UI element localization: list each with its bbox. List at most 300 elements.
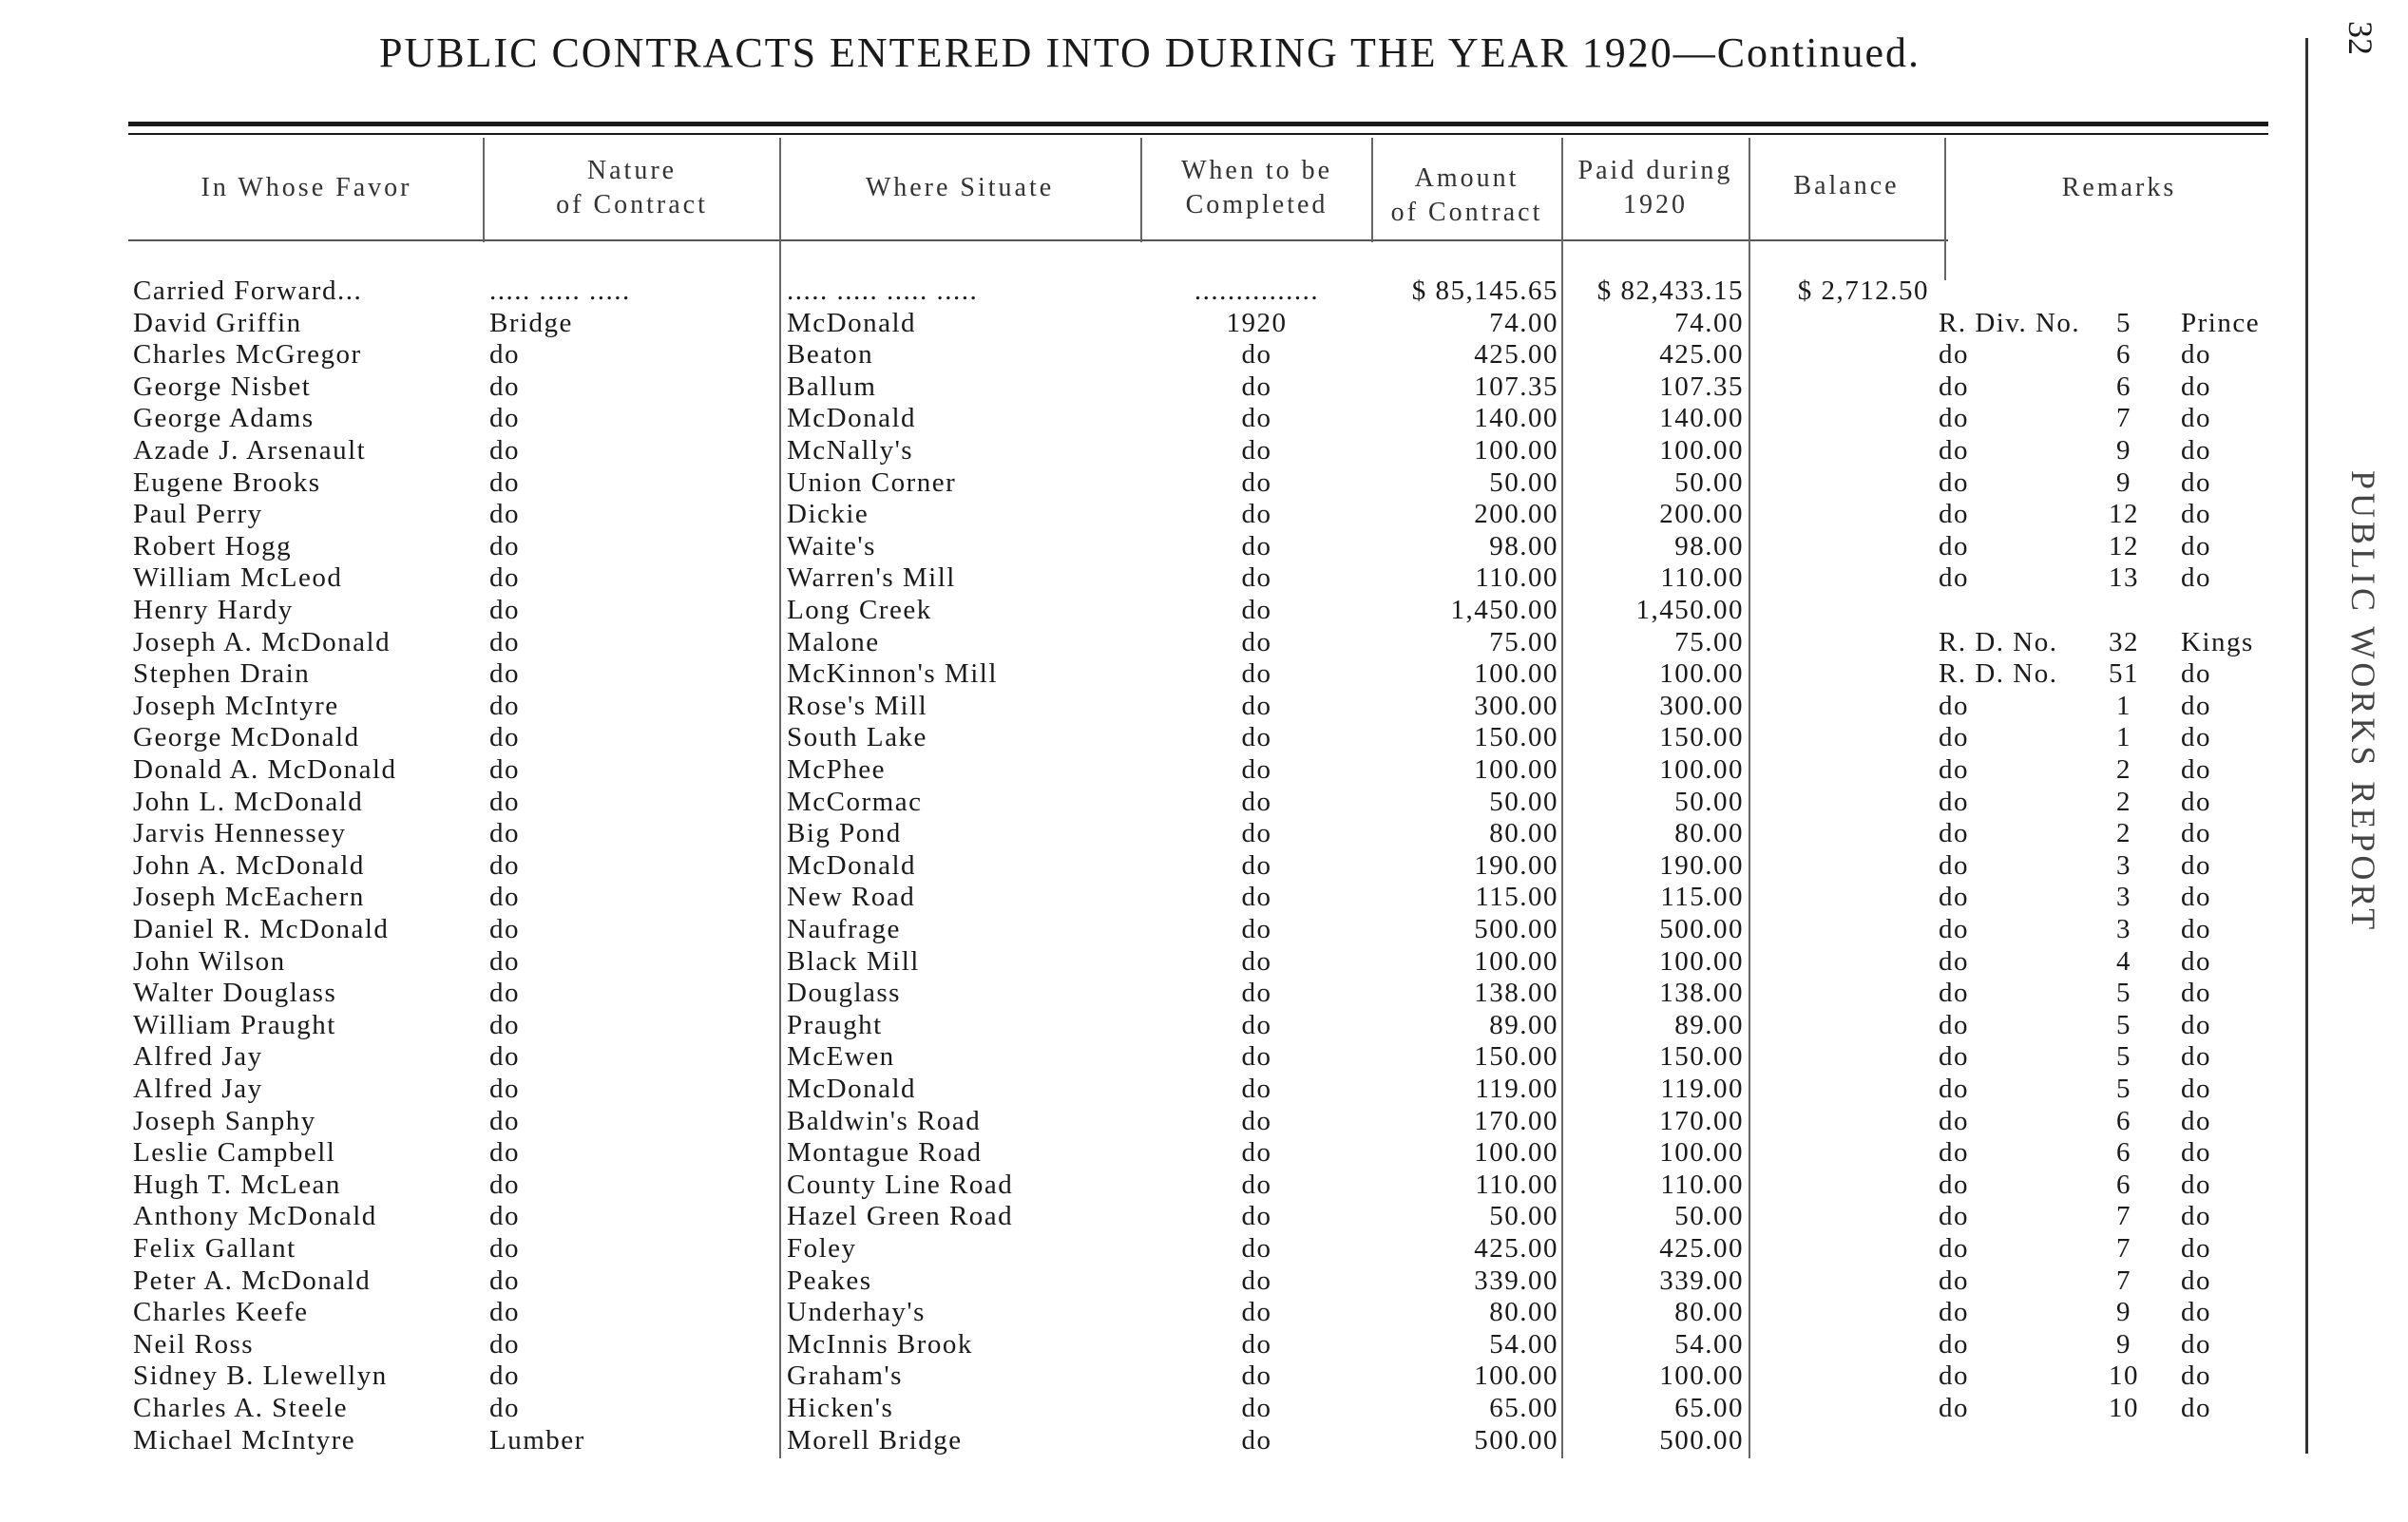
remarks-number: 9 xyxy=(2116,1328,2131,1360)
table-row xyxy=(0,595,2300,626)
contractor-name: Michael McIntyre xyxy=(133,1424,356,1455)
remarks-county: do xyxy=(2181,403,2211,434)
paid-1920: 170.00 xyxy=(1659,1105,1744,1136)
remarks-county: do xyxy=(2181,882,2211,913)
nature-of-contract: do xyxy=(489,371,520,402)
paid-1920: 339.00 xyxy=(1659,1265,1744,1296)
remarks-division: do xyxy=(1939,1201,1969,1232)
contract-amount: 119.00 xyxy=(1475,1074,1558,1104)
table-row xyxy=(0,850,2300,882)
when-completed: do xyxy=(1241,339,1272,371)
remarks-number: 1 xyxy=(2116,722,2131,753)
remarks-division: do xyxy=(1939,722,1969,753)
column-divider xyxy=(1944,138,1946,280)
remarks-number: 2 xyxy=(2116,754,2131,785)
remarks-number: 2 xyxy=(2116,818,2131,849)
table-row xyxy=(0,1425,2300,1456)
remarks-division: do xyxy=(1939,978,1969,1009)
remarks-county: do xyxy=(2181,914,2211,944)
contract-amount: 50.00 xyxy=(1489,466,1558,498)
contractor-name: George McDonald xyxy=(133,722,360,753)
contract-amount: 100.00 xyxy=(1474,1360,1558,1392)
when-completed: do xyxy=(1241,371,1272,402)
remarks-county: Kings xyxy=(2181,626,2254,657)
remarks-number: 10 xyxy=(2109,1393,2139,1423)
remarks-division: do xyxy=(1939,786,1969,817)
remarks-number: 6 xyxy=(2116,339,2131,371)
when-completed: do xyxy=(1241,754,1272,785)
table-row xyxy=(0,435,2300,466)
remarks-number: 9 xyxy=(2116,435,2131,466)
contract-amount: 74.00 xyxy=(1489,307,1558,338)
paid-1920: 150.00 xyxy=(1659,722,1744,753)
paid-1920: 500.00 xyxy=(1659,914,1744,944)
nature-of-contract: do xyxy=(489,339,520,371)
remarks-number: 10 xyxy=(2109,1360,2139,1392)
contractor-name: Paul Perry xyxy=(133,499,263,530)
remarks-county: do xyxy=(2181,435,2211,466)
contractor-name: Anthony McDonald xyxy=(133,1201,377,1232)
remarks-division: do xyxy=(1939,466,1969,498)
remarks-county: do xyxy=(2181,530,2211,561)
remarks-county: do xyxy=(2181,1233,2211,1264)
when-completed: do xyxy=(1241,435,1272,466)
paid-1920: 425.00 xyxy=(1659,339,1744,371)
when-completed: do xyxy=(1241,1393,1272,1423)
table-row xyxy=(0,276,2300,307)
remarks-division: do xyxy=(1939,914,1969,944)
remarks-county: do xyxy=(2181,499,2211,530)
table-row xyxy=(0,339,2300,371)
remarks-division: do xyxy=(1939,849,1969,881)
remarks-division: do xyxy=(1939,435,1969,466)
paid-1920: 138.00 xyxy=(1659,978,1744,1009)
contractor-name: George Adams xyxy=(133,403,315,434)
when-completed: do xyxy=(1241,1360,1272,1392)
contractor-name: Azade J. Arsenault xyxy=(133,435,367,466)
right-margin-rule xyxy=(2305,38,2308,1454)
remarks-division: do xyxy=(1939,882,1969,913)
remarks-division: R. D. No. xyxy=(1939,626,2058,657)
where-situate: Dickie xyxy=(787,499,870,530)
table-row xyxy=(0,1329,2300,1360)
nature-of-contract: do xyxy=(489,1169,520,1200)
table-row xyxy=(0,1297,2300,1328)
where-situate: Naufrage xyxy=(787,914,901,944)
table-row xyxy=(0,882,2300,913)
column-divider xyxy=(1140,138,1142,242)
remarks-number: 12 xyxy=(2109,499,2139,530)
paid-1920: 110.00 xyxy=(1660,562,1744,594)
when-completed: do xyxy=(1241,690,1272,721)
where-situate: South Lake xyxy=(787,722,927,753)
header-paid-line2: 1920 xyxy=(1623,190,1688,219)
paid-1920: 50.00 xyxy=(1674,1201,1744,1232)
table-row xyxy=(0,978,2300,1009)
header-paid xyxy=(1564,154,1747,222)
remarks-division: do xyxy=(1939,1074,1969,1104)
when-completed: do xyxy=(1241,722,1272,753)
nature-of-contract: do xyxy=(489,1137,520,1169)
where-situate: Beaton xyxy=(787,339,874,371)
top-double-rule-thick xyxy=(128,122,2268,126)
table-row xyxy=(0,467,2300,499)
when-completed: do xyxy=(1241,1041,1272,1073)
contract-amount: 100.00 xyxy=(1474,435,1558,466)
nature-of-contract: do xyxy=(489,435,520,466)
when-completed: do xyxy=(1241,882,1272,913)
remarks-county: do xyxy=(2181,849,2211,881)
contract-amount: 190.00 xyxy=(1474,849,1558,881)
when-completed: do xyxy=(1241,626,1272,657)
remarks-county: do xyxy=(2181,1297,2211,1328)
nature-of-contract: do xyxy=(489,1360,520,1392)
contract-amount: 80.00 xyxy=(1489,818,1558,849)
table-row xyxy=(0,562,2300,594)
remarks-division: do xyxy=(1939,1105,1969,1136)
when-completed: do xyxy=(1241,562,1272,594)
paid-1920: 98.00 xyxy=(1674,530,1744,561)
contractor-name: William McLeod xyxy=(133,562,343,594)
paid-1920: 300.00 xyxy=(1659,690,1744,721)
table-row xyxy=(0,691,2300,722)
when-completed: do xyxy=(1241,658,1272,690)
header-favor: In Whose Favor xyxy=(201,173,412,202)
remarks-county: do xyxy=(2181,754,2211,785)
table-row xyxy=(0,531,2300,562)
where-situate: Underhay's xyxy=(787,1297,926,1328)
contract-amount: 150.00 xyxy=(1474,1041,1558,1073)
paid-1920: 190.00 xyxy=(1659,849,1744,881)
contractor-name: William Praught xyxy=(133,1009,336,1040)
where-situate: ..... ..... ..... ..... xyxy=(787,276,979,306)
contract-amount: $ 85,145.65 xyxy=(1411,276,1558,306)
table-row xyxy=(0,1233,2300,1265)
header-remarks: Remarks xyxy=(2061,173,2177,202)
contractor-name: Alfred Jay xyxy=(133,1041,263,1073)
contract-amount: 50.00 xyxy=(1489,1201,1558,1232)
paid-1920: 50.00 xyxy=(1674,786,1744,817)
contractor-name: David Griffin xyxy=(133,307,302,338)
contractor-name: John Wilson xyxy=(133,945,286,977)
remarks-number: 5 xyxy=(2116,307,2131,338)
contractor-name: Daniel R. McDonald xyxy=(133,914,390,944)
header-nature-line2: of Contract xyxy=(556,190,708,219)
table-row xyxy=(0,1360,2300,1392)
nature-of-contract: do xyxy=(489,786,520,817)
nature-of-contract: do xyxy=(489,626,520,657)
remarks-division: do xyxy=(1939,690,1969,721)
header-nature xyxy=(489,154,774,222)
column-divider xyxy=(1371,138,1373,242)
table-row xyxy=(0,371,2300,403)
remarks-county: do xyxy=(2181,1169,2211,1200)
contract-amount: 100.00 xyxy=(1474,658,1558,690)
remarks-county: do xyxy=(2181,1201,2211,1232)
contractor-name: Charles Keefe xyxy=(133,1297,309,1328)
when-completed: do xyxy=(1241,1265,1272,1296)
nature-of-contract: do xyxy=(489,1328,520,1360)
paid-1920: 150.00 xyxy=(1659,1041,1744,1073)
where-situate: Morell Bridge xyxy=(787,1424,963,1455)
contractor-name: Joseph Sanphy xyxy=(133,1105,316,1136)
paid-1920: 115.00 xyxy=(1660,882,1744,913)
when-completed: do xyxy=(1241,530,1272,561)
contract-amount: 339.00 xyxy=(1474,1265,1558,1296)
nature-of-contract: do xyxy=(489,1201,520,1232)
table-row xyxy=(0,914,2300,945)
where-situate: Rose's Mill xyxy=(787,690,928,721)
header-nature-line1: Nature xyxy=(586,156,678,185)
remarks-county: do xyxy=(2181,1137,2211,1169)
table-row xyxy=(0,722,2300,753)
remarks-county: do xyxy=(2181,1393,2211,1423)
paid-1920: 65.00 xyxy=(1674,1393,1744,1423)
remarks-county: do xyxy=(2181,1041,2211,1073)
paid-1920: 140.00 xyxy=(1659,403,1744,434)
when-completed: do xyxy=(1241,1105,1272,1136)
contract-amount: 500.00 xyxy=(1474,914,1558,944)
where-situate: Big Pond xyxy=(787,818,902,849)
remarks-division: do xyxy=(1939,1137,1969,1169)
nature-of-contract: do xyxy=(489,722,520,753)
remarks-number: 9 xyxy=(2116,466,2131,498)
where-situate: Baldwin's Road xyxy=(787,1105,982,1136)
header-when-line2: Completed xyxy=(1185,190,1328,219)
contract-amount: 140.00 xyxy=(1474,403,1558,434)
remarks-county: do xyxy=(2181,978,2211,1009)
when-completed: do xyxy=(1241,1297,1272,1328)
when-completed: do xyxy=(1241,499,1272,530)
where-situate: Ballum xyxy=(787,371,877,402)
paid-1920: 100.00 xyxy=(1659,1360,1744,1392)
where-situate: McKinnon's Mill xyxy=(787,658,998,690)
remarks-division: R. D. No. xyxy=(1939,658,2058,690)
where-situate: Waite's xyxy=(787,530,876,561)
table-row xyxy=(0,818,2300,849)
nature-of-contract: do xyxy=(489,849,520,881)
table-row xyxy=(0,627,2300,658)
nature-of-contract: do xyxy=(489,595,520,625)
table-row xyxy=(0,1201,2300,1232)
remarks-division: do xyxy=(1939,1360,1969,1392)
paid-1920: 80.00 xyxy=(1674,1297,1744,1328)
remarks-number: 5 xyxy=(2116,1074,2131,1104)
contractor-name: Carried Forward... xyxy=(133,276,363,306)
contract-amount: 89.00 xyxy=(1489,1009,1558,1040)
remarks-division: do xyxy=(1939,1265,1969,1296)
table-row xyxy=(0,499,2300,530)
remarks-number: 3 xyxy=(2116,914,2131,944)
when-completed: do xyxy=(1241,1009,1272,1040)
remarks-division: do xyxy=(1939,1233,1969,1264)
when-completed: do xyxy=(1241,1233,1272,1264)
remarks-county: Prince xyxy=(2181,307,2261,338)
where-situate: McCormac xyxy=(787,786,923,817)
remarks-number: 7 xyxy=(2116,1201,2131,1232)
nature-of-contract: do xyxy=(489,1074,520,1104)
remarks-county: do xyxy=(2181,1105,2211,1136)
remarks-division: do xyxy=(1939,499,1969,530)
table-row xyxy=(0,658,2300,690)
when-completed: do xyxy=(1241,1074,1272,1104)
contract-amount: 50.00 xyxy=(1489,786,1558,817)
remarks-number: 6 xyxy=(2116,1169,2131,1200)
table-row xyxy=(0,1041,2300,1073)
contract-amount: 425.00 xyxy=(1474,339,1558,371)
contractor-name: John A. McDonald xyxy=(133,849,365,881)
when-completed: do xyxy=(1241,849,1272,881)
remarks-county: do xyxy=(2181,786,2211,817)
nature-of-contract: do xyxy=(489,882,520,913)
when-completed: do xyxy=(1241,818,1272,849)
remarks-number: 12 xyxy=(2109,530,2139,561)
column-divider xyxy=(483,138,485,242)
remarks-county: do xyxy=(2181,658,2211,690)
contract-amount: 75.00 xyxy=(1489,626,1558,657)
nature-of-contract: do xyxy=(489,1105,520,1136)
remarks-number: 6 xyxy=(2116,371,2131,402)
where-situate: McPhee xyxy=(787,754,887,785)
paid-1920: 200.00 xyxy=(1659,499,1744,530)
paid-1920: 119.00 xyxy=(1660,1074,1744,1104)
where-situate: McNally's xyxy=(787,435,914,466)
paid-1920: 74.00 xyxy=(1674,307,1744,338)
paid-1920: 100.00 xyxy=(1659,435,1744,466)
remarks-number: 7 xyxy=(2116,1233,2131,1264)
remarks-number: 51 xyxy=(2109,658,2139,690)
contract-amount: 65.00 xyxy=(1489,1393,1558,1423)
contract-amount: 54.00 xyxy=(1489,1328,1558,1360)
contractor-name: Jarvis Hennessey xyxy=(133,818,347,849)
page-number: 32 xyxy=(2341,21,2379,55)
remarks-number: 5 xyxy=(2116,978,2131,1009)
header-when-line1: When to be xyxy=(1180,156,1333,185)
contract-amount: 110.00 xyxy=(1475,1169,1558,1200)
nature-of-contract: do xyxy=(489,690,520,721)
remarks-number: 32 xyxy=(2109,626,2139,657)
page-title: PUBLIC CONTRACTS ENTERED INTO DURING THE YEAR 1920—Continued. xyxy=(378,29,1921,76)
nature-of-contract: do xyxy=(489,1041,520,1073)
remarks-division: do xyxy=(1939,1169,1969,1200)
nature-of-contract: do xyxy=(489,978,520,1009)
contract-amount: 300.00 xyxy=(1474,690,1558,721)
where-situate: Hazel Green Road xyxy=(787,1201,1014,1232)
nature-of-contract: do xyxy=(489,818,520,849)
when-completed: do xyxy=(1241,1169,1272,1200)
paid-1920: 89.00 xyxy=(1674,1009,1744,1040)
when-completed: do xyxy=(1241,595,1272,625)
header-amount xyxy=(1374,162,1559,230)
where-situate: McDonald xyxy=(787,307,917,338)
when-completed: do xyxy=(1241,786,1272,817)
contract-amount: 100.00 xyxy=(1474,754,1558,785)
where-situate: Montague Road xyxy=(787,1137,983,1169)
where-situate: Malone xyxy=(787,626,880,657)
when-completed: do xyxy=(1241,1201,1272,1232)
remarks-county: do xyxy=(2181,818,2211,849)
nature-of-contract: do xyxy=(489,1009,520,1040)
paid-1920: 1,450.00 xyxy=(1635,595,1744,625)
nature-of-contract: do xyxy=(489,466,520,498)
table-row xyxy=(0,1265,2300,1297)
remarks-number: 7 xyxy=(2116,403,2131,434)
where-situate: New Road xyxy=(787,882,916,913)
when-completed: ............... xyxy=(1194,276,1320,306)
contractor-name: Joseph McEachern xyxy=(133,882,365,913)
remarks-number: 3 xyxy=(2116,849,2131,881)
remarks-county: do xyxy=(2181,1009,2211,1040)
contractor-name: Leslie Campbell xyxy=(133,1137,336,1169)
remarks-county: do xyxy=(2181,945,2211,977)
header-amount-line1: Amount xyxy=(1414,163,1519,193)
remarks-division: do xyxy=(1939,403,1969,434)
where-situate: Foley xyxy=(787,1233,857,1264)
when-completed: do xyxy=(1241,1137,1272,1169)
where-situate: Black Mill xyxy=(787,945,920,977)
contract-amount: 100.00 xyxy=(1474,1137,1558,1169)
header-balance: Balance xyxy=(1793,171,1900,200)
paid-1920: 500.00 xyxy=(1659,1424,1744,1455)
where-situate: Warren's Mill xyxy=(787,562,956,594)
header-when xyxy=(1145,154,1368,222)
contract-amount: 80.00 xyxy=(1489,1297,1558,1328)
contract-amount: 138.00 xyxy=(1474,978,1558,1009)
remarks-county: do xyxy=(2181,1328,2211,1360)
where-situate: McDonald xyxy=(787,403,917,434)
where-situate: McDonald xyxy=(787,1074,917,1104)
nature-of-contract: do xyxy=(489,562,520,594)
contractor-name: Peter A. McDonald xyxy=(133,1265,372,1296)
remarks-number: 13 xyxy=(2109,562,2139,594)
remarks-number: 1 xyxy=(2116,690,2131,721)
where-situate: McDonald xyxy=(787,849,917,881)
contractor-name: Eugene Brooks xyxy=(133,466,321,498)
remarks-county: do xyxy=(2181,690,2211,721)
table-row xyxy=(0,403,2300,434)
where-situate: Hicken's xyxy=(787,1393,894,1423)
remarks-number: 3 xyxy=(2116,882,2131,913)
remarks-number: 5 xyxy=(2116,1041,2131,1073)
nature-of-contract: do xyxy=(489,1233,520,1264)
contractor-name: Charles A. Steele xyxy=(133,1393,349,1423)
contract-amount: 100.00 xyxy=(1474,945,1558,977)
contractor-name: John L. McDonald xyxy=(133,786,364,817)
remarks-division: do xyxy=(1939,1328,1969,1360)
remarks-division: do xyxy=(1939,1041,1969,1073)
when-completed: do xyxy=(1241,466,1272,498)
paid-1920: 54.00 xyxy=(1674,1328,1744,1360)
remarks-county: do xyxy=(2181,1360,2211,1392)
contractor-name: Stephen Drain xyxy=(133,658,311,690)
remarks-division: do xyxy=(1939,339,1969,371)
contractor-name: Hugh T. McLean xyxy=(133,1169,341,1200)
where-situate: Peakes xyxy=(787,1265,872,1296)
remarks-division: do xyxy=(1939,1393,1969,1423)
paid-1920: 50.00 xyxy=(1674,466,1744,498)
paid-1920: 100.00 xyxy=(1659,945,1744,977)
remarks-county: do xyxy=(2181,466,2211,498)
remarks-number: 9 xyxy=(2116,1297,2131,1328)
nature-of-contract: do xyxy=(489,499,520,530)
where-situate: County Line Road xyxy=(787,1169,1014,1200)
remarks-county: do xyxy=(2181,1074,2211,1104)
nature-of-contract: do xyxy=(489,914,520,944)
paid-1920: $ 82,433.15 xyxy=(1596,276,1744,306)
where-situate: Long Creek xyxy=(787,595,932,625)
table-row xyxy=(0,1137,2300,1169)
paid-1920: 80.00 xyxy=(1674,818,1744,849)
